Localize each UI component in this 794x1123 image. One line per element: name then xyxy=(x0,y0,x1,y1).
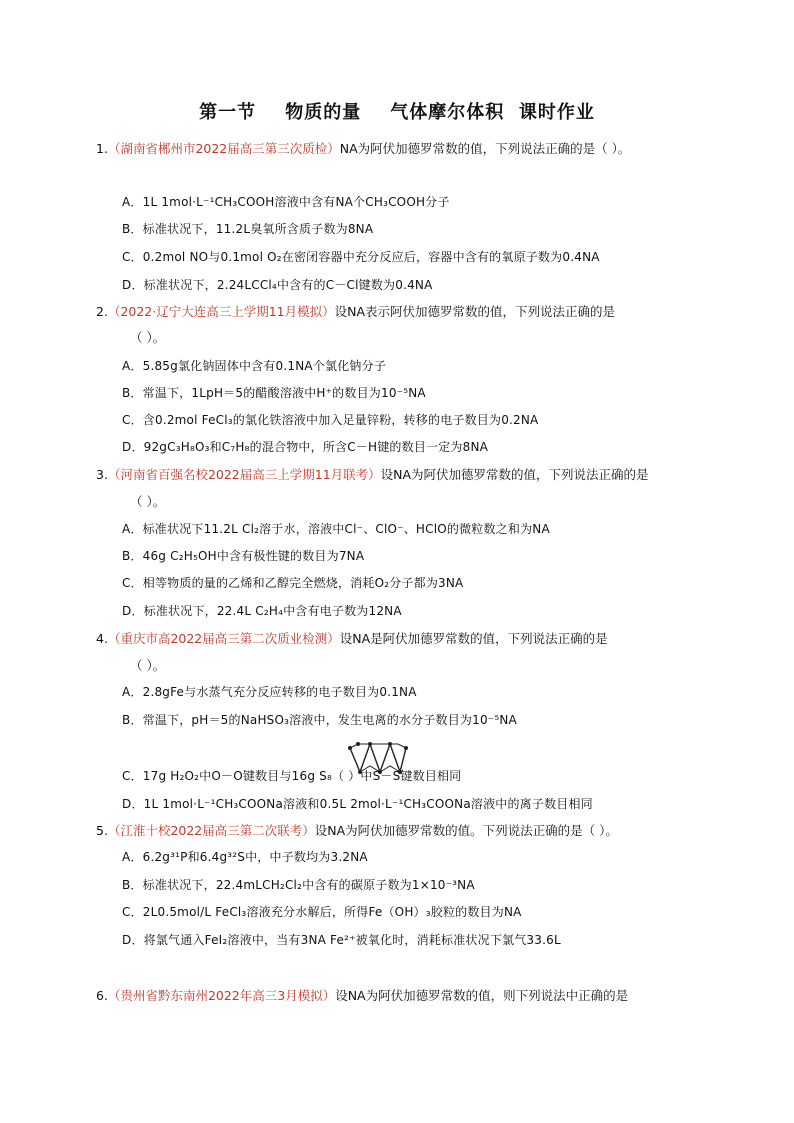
question-source: （江淮十校2022届高三第二次联考） xyxy=(107,823,315,838)
question-number: 4. xyxy=(96,631,108,646)
answer-blank: （ ）。 xyxy=(130,330,166,345)
question-stem: 设NA为阿伏加德罗常数的值。下列说法正确的是（ ）。 xyxy=(314,823,618,838)
question-1 xyxy=(96,139,630,157)
question-stem: 设NA为阿伏加德罗常数的值，则下列说法中正确的是 xyxy=(335,988,629,1003)
question-stem: 设NA表示阿伏加德罗常数的值，下列说法正确的是 xyxy=(334,304,616,319)
question-source: （2022·辽宁大连高三上学期11月模拟） xyxy=(107,304,335,319)
s8-atom xyxy=(368,742,372,746)
question-number: 5. xyxy=(96,823,108,838)
option-a: A．标准状况下11.2L Cl₂溶于水，溶液中Cl⁻、ClO⁻、HClO的微粒数之和为NA xyxy=(122,522,550,536)
option-d: D．将氯气通入FeI₂溶液中，当有3NA Fe²⁺被氧化时，消耗标准状况下氯气33.6L xyxy=(122,933,561,947)
option-d: D．标准状况下，2.24LCCl₄中含有的C－Cl键数为0.4NA xyxy=(122,278,433,292)
answer-blank: （ ）。 xyxy=(130,494,166,509)
option-c: C．17g H₂O₂中O－O键数目与16g S₈（ ）中S－S键数目相同 xyxy=(122,769,462,783)
question-stem: NA为阿伏加德罗常数的值，下列说法正确的是（ ）。 xyxy=(339,141,631,156)
s8-atom xyxy=(356,742,360,746)
s8-atom xyxy=(388,742,392,746)
page-title: 第一节 物质的量 气体摩尔体积 课时作业 xyxy=(199,102,595,123)
s8-atom xyxy=(348,746,352,750)
question-6 xyxy=(96,986,628,1004)
option-b: B．常温下，1LpH＝5的醋酸溶液中H⁺的数目为10⁻⁵NA xyxy=(122,386,426,400)
question-number: 2. xyxy=(96,304,108,319)
question-stem: 设NA为阿伏加德罗常数的值，下列说法正确的是 xyxy=(380,467,649,482)
question-5 xyxy=(96,821,618,839)
question-number: 3. xyxy=(96,467,108,482)
question-2 xyxy=(96,302,615,320)
option-b: B．46g C₂H₅OH中含有极性键的数目为7NA xyxy=(122,549,365,563)
option-a: A．5.85g氯化钠固体中含有0.1NA个氯化钠分子 xyxy=(122,359,387,373)
answer-blank: （ ）。 xyxy=(130,658,166,673)
question-stem: 设NA是阿伏加德罗常数的值，下列说法正确的是 xyxy=(339,631,608,646)
question-source: （河南省百强名校2022届高三上学期11月联考） xyxy=(107,467,381,482)
option-a: A．6.2g³¹P和6.4g³²S中，中子数均为3.2NA xyxy=(122,850,368,864)
option-a: A．1L 1mol·L⁻¹CH₃COOH溶液中含有NA个CH₃COOH分子 xyxy=(122,195,450,209)
question-number: 6. xyxy=(96,988,108,1003)
option-c: C．含0.2mol FeCl₃的氯化铁溶液中加入足量锌粉，转移的电子数目为0.2NA xyxy=(122,413,539,427)
question-4 xyxy=(96,629,608,647)
option-d: D．标准状况下，22.4L C₂H₄中含有电子数为12NA xyxy=(122,604,402,618)
option-b: B．常温下，pH＝5的NaHSO₃溶液中，发生电离的水分子数目为10⁻⁵NA xyxy=(122,713,517,727)
option-b: B．标准状况下，11.2L臭氧所含质子数为8NA xyxy=(122,222,374,236)
question-source: （贵州省黔东南州2022年高三3月模拟） xyxy=(107,988,336,1003)
option-d: D．1L 1mol·L⁻¹CH₃COONa溶液和0.5L 2mol·L⁻¹CH₃COONa溶液中的离子数目相同 xyxy=(122,797,593,811)
option-d: D．92gC₃H₈O₃和C₇H₈的混合物中，所含C－H键的数目一定为8NA xyxy=(122,440,489,454)
option-b: B．标准状况下，22.4mLCH₂Cl₂中含有的碳原子数为1×10⁻³NA xyxy=(122,878,475,892)
question-number: 1. xyxy=(96,141,108,156)
question-3 xyxy=(96,465,649,483)
option-a: A．2.8gFe与水蒸气充分反应转移的电子数目为0.1NA xyxy=(122,685,417,699)
option-c: C．0.2mol NO与0.1mol O₂在密闭容器中充分反应后，容器中含有的氧原子数为0.4NA xyxy=(122,250,600,264)
option-c: C．相等物质的量的乙烯和乙醇完全燃烧，消耗O₂分子都为3NA xyxy=(122,576,464,590)
question-source: （湖南省郴州市2022届高三第三次质检） xyxy=(107,141,340,156)
question-source: （重庆市高2022届高三第二次质业检测） xyxy=(107,631,340,646)
option-c: C．2L0.5mol/L FeCl₃溶液充分水解后，所得Fe（OH）₃胶粒的数目为NA xyxy=(122,905,522,919)
s8-atom xyxy=(404,746,408,750)
